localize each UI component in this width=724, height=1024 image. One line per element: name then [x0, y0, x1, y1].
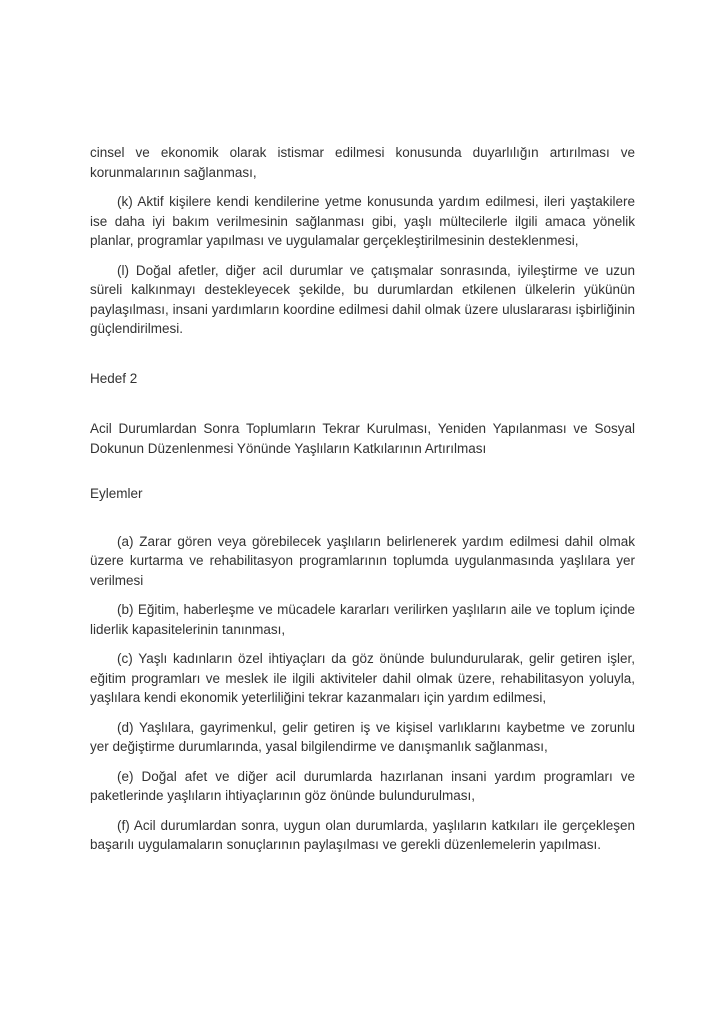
- actions-heading: Eylemler: [90, 486, 143, 501]
- action-item-c: (c) Yaşlı kadınların özel ihtiyaçları da göz önünde bulundurularak, gelir getiren işler, eğitim programları ve meslek ile ilgili aktiviteler dahil olmak üzere, rehabilitasyon yoluyla, yaşlılara kendi ekonomik yeterliliğini tekrar kazanmaları için yardım edilmesi,: [90, 651, 635, 705]
- action-item-a: (a) Zarar gören veya görebilecek yaşlıların belirlenerek yardım edilmesi dahil olmak üzere kurtarma ve rehabilitasyon programlarının toplumda uygulanmasında yaşlılara yer verilmesi: [90, 533, 635, 588]
- list-item-k: (k) Aktif kişilere kendi kendilerine yetme konusunda yardım edilmesi, ileri yaştakilere ise daha iyi bakım verilmesinin sağlanması gibi, yaşlı mültecilerle ilgili amaca yönelik planlar, programlar yapılması ve uygulamalar gerçekleştirilmesinin desteklenmesi,: [90, 194, 635, 248]
- list-item-l: (l) Doğal afetler, diğer acil durumlar ve çatışmalar sonrasında, iyileştirme ve uzun süreli kalkınmayı destekleyecek şekilde, bu durumlardan etkilenen ülkelerin yükünün paylaşılması, insani yardımların koordine edilmesi dahil olmak üzere uluslararası işbirliğinin güçlendirilmesi.: [90, 262, 635, 336]
- goal-title: Acil Durumlardan Sonra Toplumların Tekrar Kurulması, Yeniden Yapılanması ve Sosyal Dokunun Düzenlenmesi Yönünde Yaşlıların Katkılarının Artırılması: [90, 421, 635, 456]
- action-item-e: (e) Doğal afet ve diğer acil durumlarda hazırlanan insani yardım programları ve paketlerinde yaşlıların ihtiyaçlarının göz önünde bulundurulması,: [90, 768, 635, 803]
- action-item-b: (b) Eğitim, haberleşme ve mücadele kararları verilirken yaşlıların aile ve toplum içinde liderlik kapasitelerinin tanınması,: [90, 602, 635, 637]
- paragraph-continuation: cinsel ve ekonomik olarak istismar edilmesi konusunda duyarlılığın artırılması ve korunmalarının sağlanması,: [90, 145, 635, 180]
- action-item-f: (f) Acil durumlardan sonra, uygun olan durumlarda, yaşlıların katkıları ile gerçekleşen başarılı uygulamaların sonuçlarının paylaşılması ve gerekli düzenlemelerin yapılması.: [90, 817, 635, 852]
- action-item-d: (d) Yaşlılara, gayrimenkul, gelir getiren iş ve kişisel varlıklarını kaybetme ve zorunlu yer değiştirme durumlarında, yasal bilgilendirme ve danışmanlık sağlanması,: [90, 719, 635, 754]
- goal-heading: Hedef 2: [90, 370, 138, 386]
